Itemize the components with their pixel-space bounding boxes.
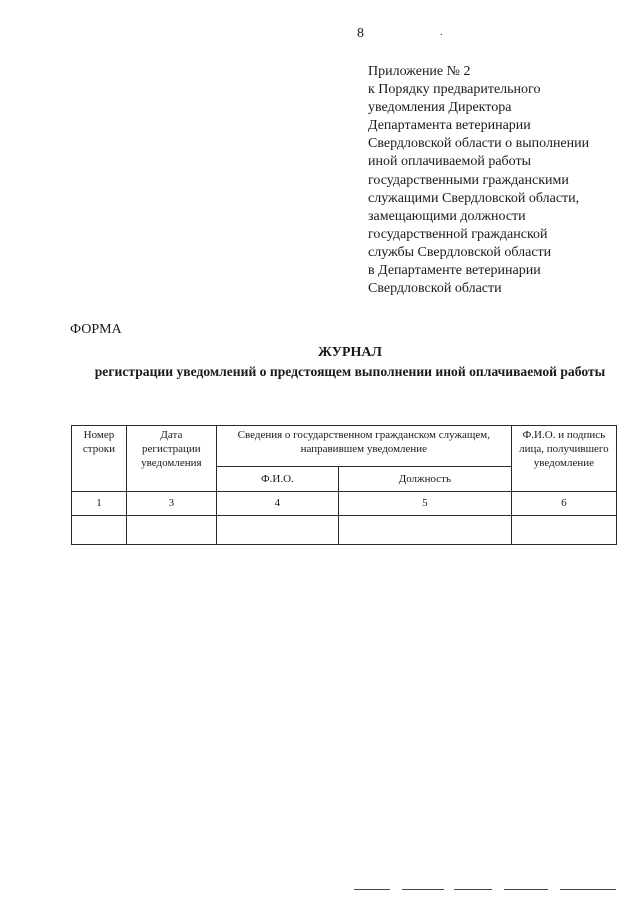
header-fio: Ф.И.О.: [216, 467, 338, 492]
journal-table: [71, 425, 617, 545]
appendix-line: уведомления Директора: [368, 100, 512, 116]
page-mark: .: [440, 27, 443, 38]
header-employee-info: Сведения о государственном гражданском служащем, направившем уведомление: [216, 426, 511, 467]
title-subheading: регистрации уведомлений о предстоящем выполнении иной оплачиваемой работы: [94, 364, 606, 379]
footer-line: [354, 889, 390, 890]
appendix-line: государственной гражданской: [368, 226, 548, 242]
appendix-line: службы Свердловской области: [368, 244, 552, 260]
footer-line: [560, 889, 616, 890]
appendix-line: Департамента ветеринарии: [368, 118, 531, 134]
header-row-number: Номер строки: [72, 426, 127, 492]
empty-cell: [216, 516, 338, 545]
empty-cell: [338, 516, 511, 545]
appendix-line: служащими Свердловской области,: [368, 190, 580, 206]
footer-line: [454, 889, 492, 890]
table-row: [72, 516, 617, 545]
form-label: ФОРМА: [70, 322, 122, 337]
table-row: [72, 492, 617, 516]
page-number: 8: [357, 26, 364, 41]
column-number-cell: 5: [338, 492, 511, 516]
header-receiver: Ф.И.О. и подпись лица, получившего уведомление: [511, 426, 616, 492]
appendix-line: Приложение № 2: [368, 64, 471, 79]
header-position: Должность: [338, 467, 511, 492]
header-registration-date: Дата регистрации уведомления: [126, 426, 216, 492]
footer-line: [402, 889, 444, 890]
appendix-line: в Департаменте ветеринарии: [368, 263, 541, 279]
document-title: [60, 343, 640, 381]
appendix-line: Свердловской области: [368, 281, 502, 297]
empty-cell: [511, 516, 616, 545]
column-number-cell: 6: [511, 492, 616, 516]
appendix-line: иной оплачиваемой работы: [368, 154, 532, 170]
empty-cell: [126, 516, 216, 545]
column-number-cell: 4: [216, 492, 338, 516]
column-number-cell: 1: [72, 492, 127, 516]
appendix-line: замещающими должности: [368, 208, 526, 224]
empty-cell: [72, 516, 127, 545]
appendix-line: Свердловской области о выполнении: [368, 136, 590, 152]
appendix-line: государственными гражданскими: [368, 172, 569, 188]
footer-lines: [354, 889, 618, 891]
column-number-cell: 3: [126, 492, 216, 516]
title-heading: ЖУРНАЛ: [318, 345, 382, 360]
appendix-line: к Порядку предварительного: [368, 82, 541, 98]
appendix-block: [368, 63, 630, 298]
table-header-row: [72, 426, 617, 467]
footer-line: [504, 889, 548, 890]
